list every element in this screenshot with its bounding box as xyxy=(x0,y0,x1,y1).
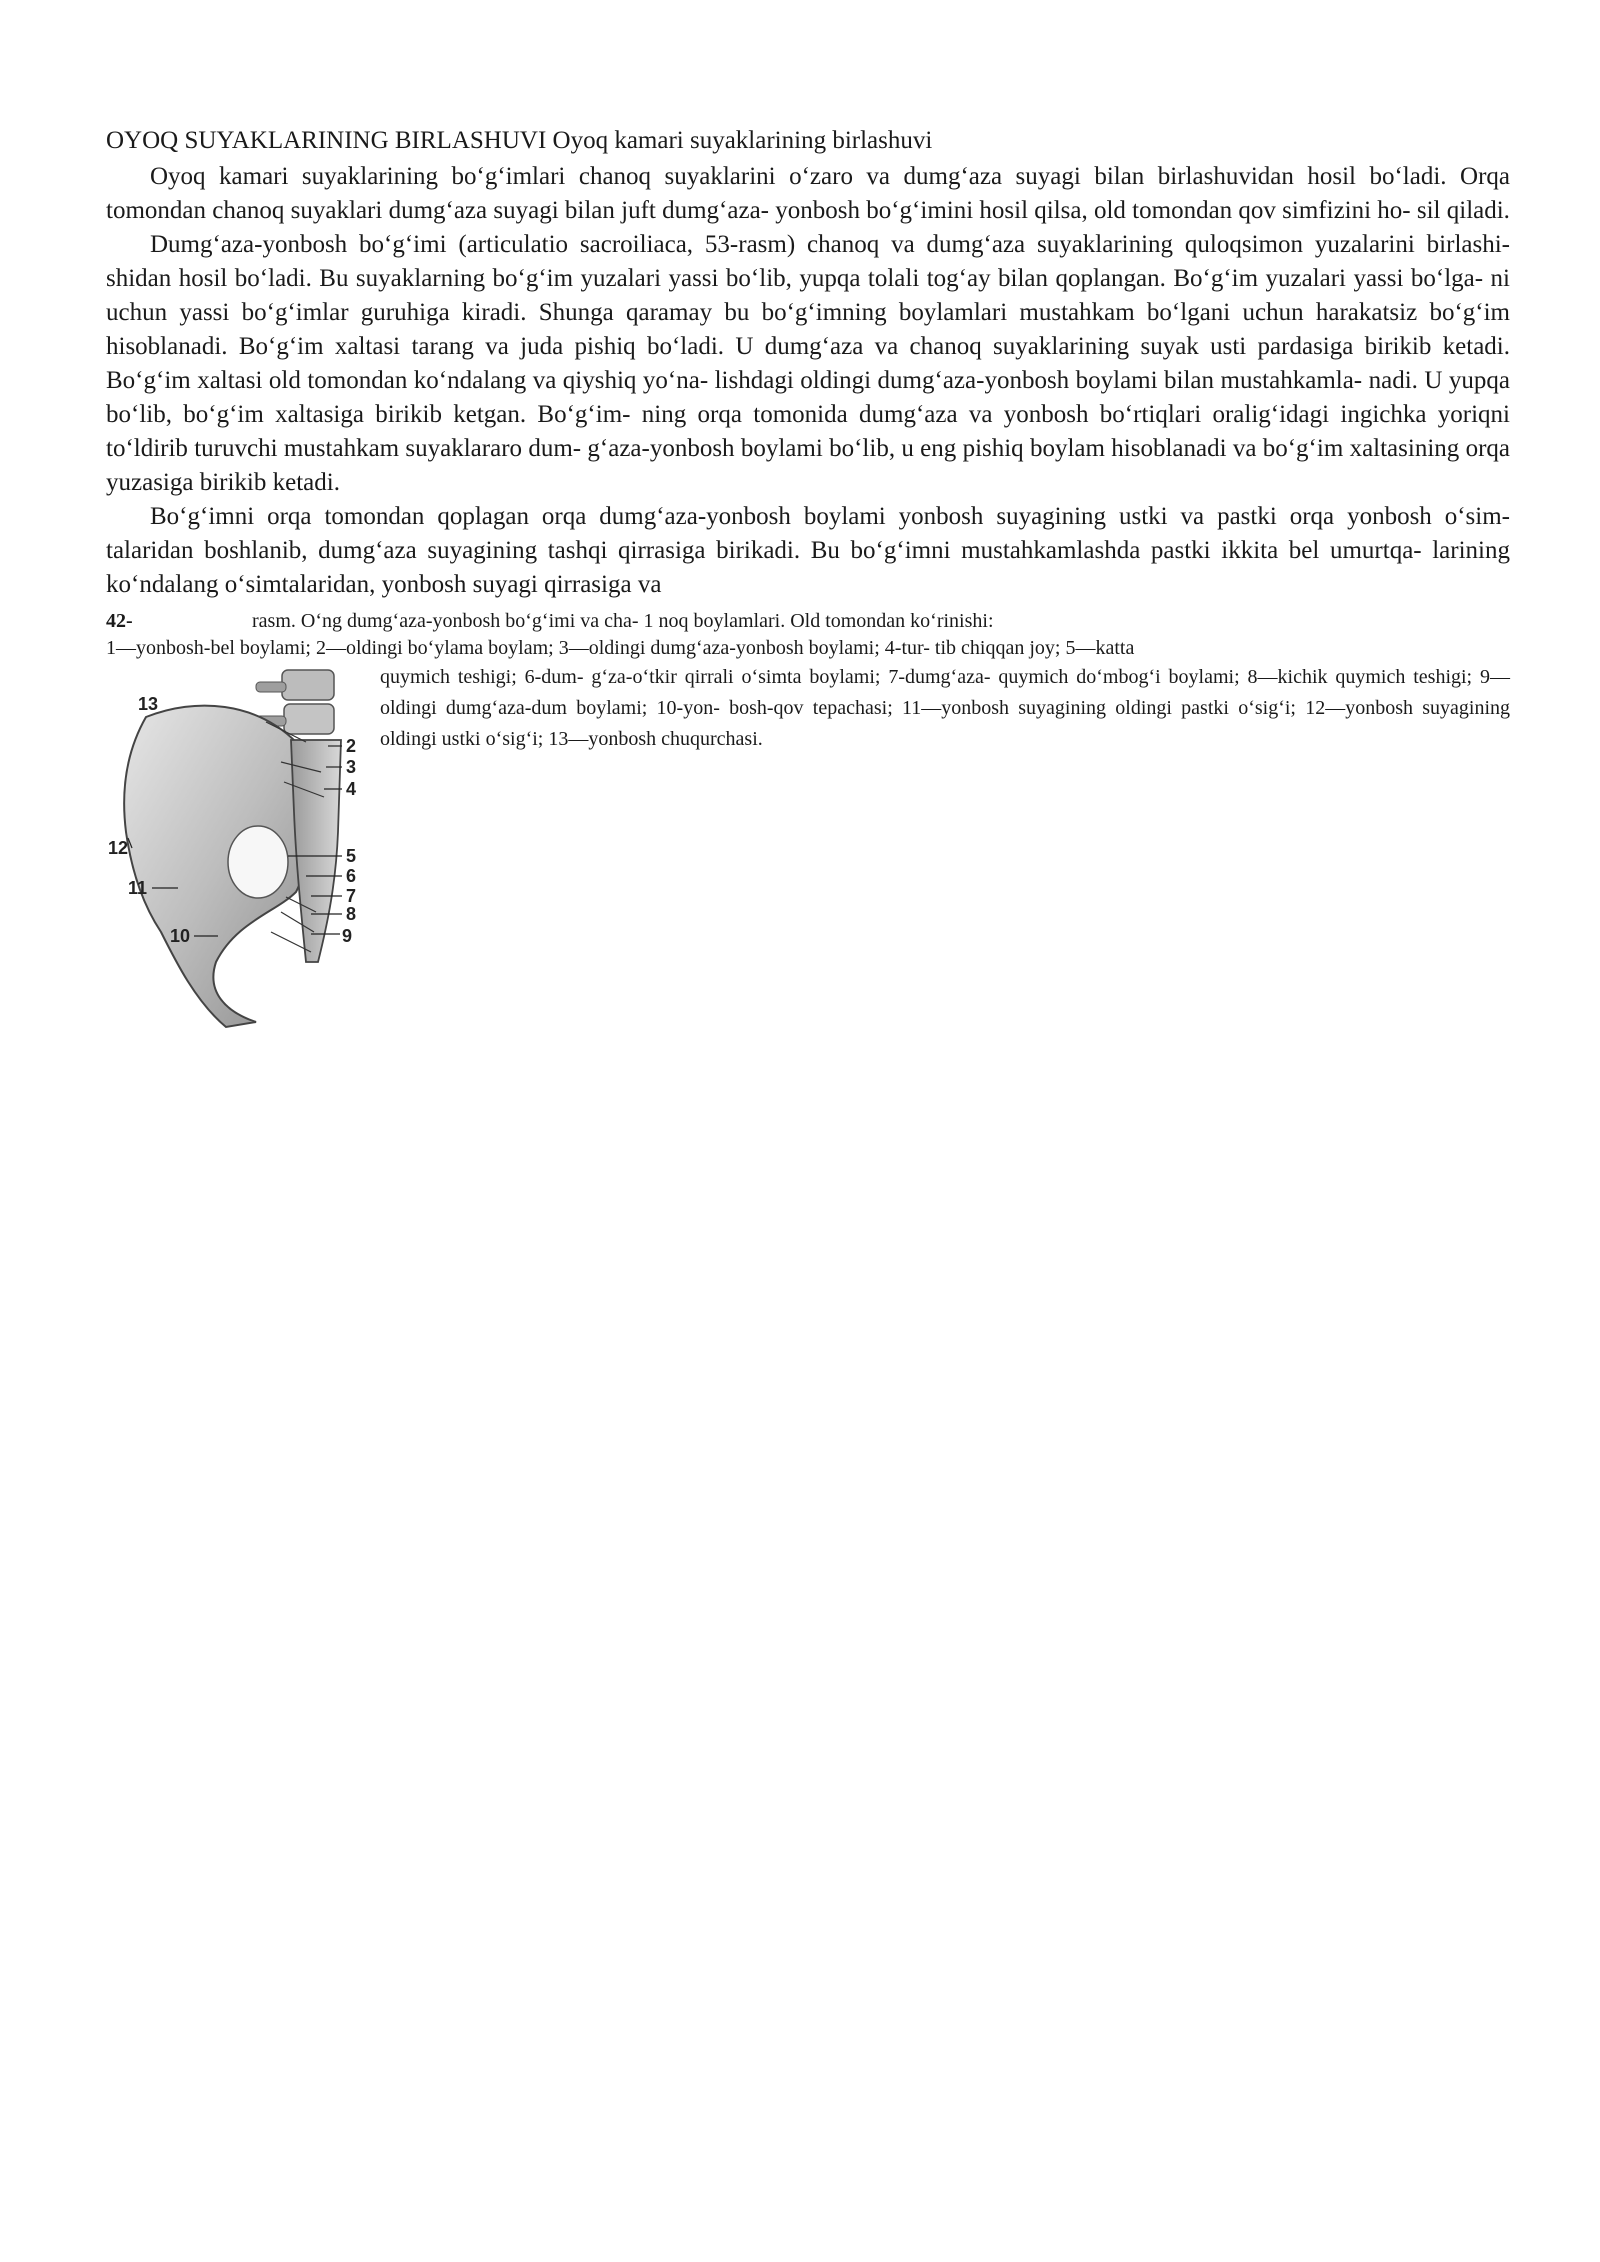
svg-text:7: 7 xyxy=(346,886,357,906)
svg-text:13: 13 xyxy=(138,694,159,714)
svg-text:3: 3 xyxy=(346,757,357,777)
svg-text:11: 11 xyxy=(128,878,148,898)
sacrum xyxy=(291,740,341,962)
figure-number: 42- xyxy=(106,610,133,632)
figure-row xyxy=(106,662,1510,1042)
svg-text:2: 2 xyxy=(346,736,357,756)
sciatic-foramen xyxy=(228,826,288,898)
pelvis-illustration xyxy=(106,662,386,1032)
paragraph-3: Bo‘g‘imni orqa tomondan qoplagan orqa dumg‘aza-yonbosh boylami yonbosh suyagining ustki va pastki orqa yonbosh o‘sim- talaridan boshlanib, dumg‘aza suyagining tashqi qirrasiga birikadi. Bu bo‘g‘imni mustahkamlashda pastki ikkita bel umurtqa- larining ko‘ndalang o‘simtalaridan, yonbosh suyagi qirrasiga va xyxy=(106,503,1510,598)
svg-text:8: 8 xyxy=(346,904,357,924)
svg-text:12: 12 xyxy=(108,838,129,858)
paragraph-2: Dumg‘aza-yonbosh bo‘g‘imi (articulatio sacroiliaca, 53-rasm) chanoq va dumg‘aza suyaklarining quloqsimon yuzalarini birlashi- shidan hosil bo‘ladi. Bu suyaklarning bo‘g‘im yuzalari yassi bo‘lib, yupqa tolali tog‘ay bilan qoplangan. Bo‘g‘im yuzalari yassi bo‘lga- ni uchun yassi bo‘g‘imlar guruhiga kiradi. Shunga qaramay bu bo‘g‘imning boylamlari mustahkam bo‘lgani uchun harakatsiz bo‘g‘im hisoblanadi. Bo‘g‘im xaltasi tarang va juda pishiq bo‘ladi. U dumg‘aza va chanoq suyaklarining suyak usti pardasiga birikib ketadi. Bo‘g‘im xaltasi old tomondan ko‘ndalang va qiyshiq yo‘na- lishdagi oldingi dumg‘aza-yonbosh boylami bilan mustahkamla- nadi. U yupqa bo‘lib, bo‘g‘im xaltasiga birikib ketgan. Bo‘g‘im- ning orqa tomonida dumg‘aza va yonbosh bo‘rtiqlari oralig‘idagi ingichka yoriqni to‘ldirib turuvchi mustahkam suyaklararo dum- g‘aza-yonbosh boylami bo‘lib, u eng pishiq boylam hisoblanadi va bo‘g‘im xaltasining orqa yuzasiga birikib ketadi. xyxy=(106,231,1510,496)
svg-text:9: 9 xyxy=(342,926,353,946)
svg-text:4: 4 xyxy=(346,779,357,799)
figure-caption xyxy=(106,608,1510,635)
paragraph-1: Oyoq kamari suyaklarining bo‘g‘imlari chanoq suyaklarini o‘zaro va dumg‘aza suyagi bilan birlashuvidan hosil bo‘ladi. Orqa tomondan chanoq suyaklari dumg‘aza suyagi bilan juft dumg‘aza- yonbosh bo‘g‘imini hosil qilsa, old tomondan qov simfizini ho- sil qiladi. xyxy=(106,163,1510,224)
figure-title: rasm. O‘ng dumg‘aza-yonbosh bo‘g‘imi va cha- 1 noq boylamlari. Old tomondan ko‘rinishi: xyxy=(252,610,994,632)
svg-text:5: 5 xyxy=(346,846,357,866)
document-page xyxy=(106,124,1510,1042)
svg-text:6: 6 xyxy=(346,866,357,886)
figure-legend-first-line: 1—yonbosh-bel boylami; 2—oldingi bo‘ylama boylam; 3—oldingi dumg‘aza-yonbosh boylami; 4-tur- tib chiqqan joy; 5—katta xyxy=(106,637,1135,659)
figure-legend-rest: quymich teshigi; 6-dum- g‘za-o‘tkir qirrali o‘simta boylami; 7-dumg‘aza- quymich do‘mbog‘i boylami; 8—kichik quymich teshigi; 9—oldingi dumg‘aza-dum boylami; 10-yon- bosh-qov tepachasi; 11—yonbosh suyagining oldingi pastki o‘sig‘i; 12—yonbosh suyagining oldingi ustki o‘sig‘i; 13—yonbosh chuqurchasi. xyxy=(380,666,1510,750)
svg-text:10: 10 xyxy=(170,926,191,946)
section-heading: OYOQ SUYAKLARINING BIRLASHUVI Oyoq kamari suyaklarining birlashuvi xyxy=(106,127,933,154)
